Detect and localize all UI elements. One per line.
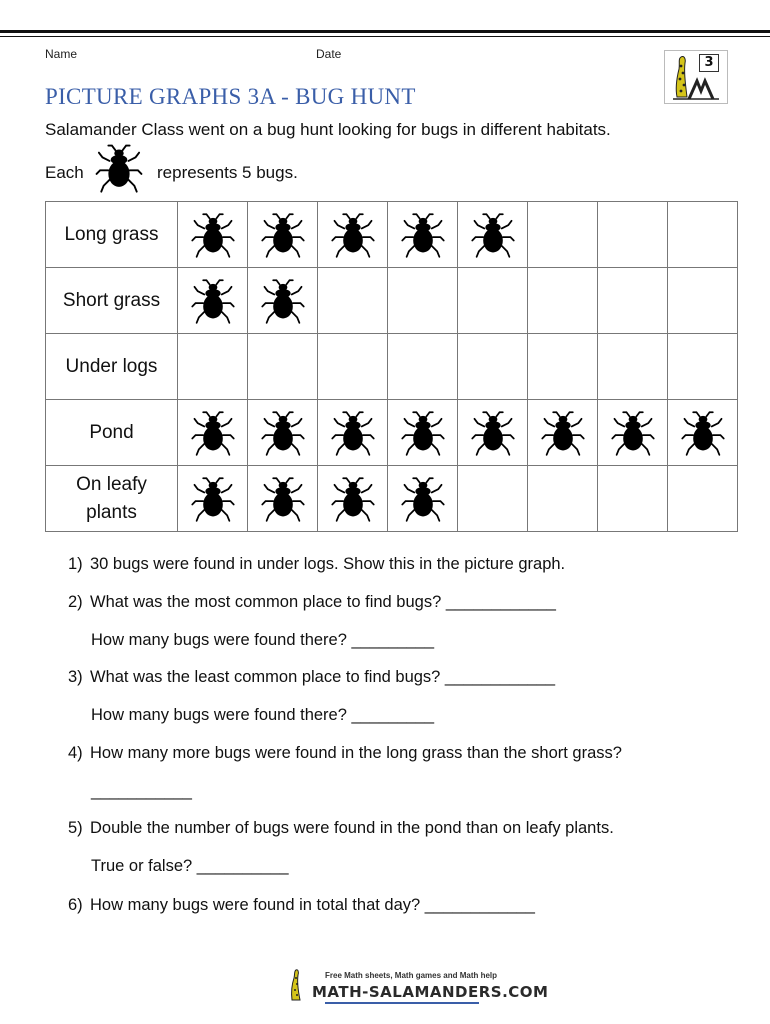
beetle-icon <box>400 211 446 259</box>
beetle-icon <box>260 475 306 523</box>
graph-cell[interactable] <box>458 268 528 334</box>
graph-row-label: Short grass <box>46 268 178 334</box>
date-label: Date <box>316 47 342 61</box>
graph-cell[interactable] <box>668 400 738 466</box>
key-represents-label: represents 5 bugs. <box>157 163 298 182</box>
graph-cell[interactable] <box>668 334 738 400</box>
question-2-followup: How many bugs were found there? _________ <box>91 631 435 649</box>
graph-cell[interactable] <box>458 202 528 268</box>
graph-cell[interactable] <box>178 268 248 334</box>
question-4-answer-line: ___________ <box>91 782 192 800</box>
graph-cell[interactable] <box>248 400 318 466</box>
beetle-icon <box>680 409 726 457</box>
graph-cell[interactable] <box>668 466 738 532</box>
header-rule <box>0 30 770 33</box>
graph-cell[interactable] <box>388 466 458 532</box>
graph-cell[interactable] <box>318 466 388 532</box>
graph-row <box>46 202 738 268</box>
graph-row-label: Long grass <box>46 202 178 268</box>
beetle-icon <box>330 211 376 259</box>
key-each-label: Each <box>45 163 84 182</box>
graph-cell[interactable] <box>248 466 318 532</box>
graph-cell[interactable] <box>598 400 668 466</box>
beetle-icon <box>610 409 656 457</box>
graph-cell[interactable] <box>668 268 738 334</box>
graph-row <box>46 466 738 532</box>
beetle-icon <box>190 211 236 259</box>
graph-cell[interactable] <box>388 400 458 466</box>
graph-cell[interactable] <box>248 268 318 334</box>
graph-cell[interactable] <box>178 334 248 400</box>
name-label: Name <box>45 47 78 61</box>
graph-cell[interactable] <box>668 202 738 268</box>
graph-cell[interactable] <box>178 466 248 532</box>
question-3-followup: How many bugs were found there? _________ <box>91 706 435 724</box>
beetle-icon <box>400 475 446 523</box>
beetle-icon <box>470 211 516 259</box>
graph-cell[interactable] <box>318 334 388 400</box>
graph-cell[interactable] <box>528 466 598 532</box>
graph-row <box>46 334 738 400</box>
graph-row-label: On leafy plants <box>46 466 178 532</box>
beetle-icon <box>190 475 236 523</box>
question-5-followup: True or false? __________ <box>91 857 289 875</box>
beetle-icon <box>260 211 306 259</box>
beetle-icon <box>260 277 306 325</box>
graph-cell[interactable] <box>528 334 598 400</box>
beetle-icon <box>95 142 143 194</box>
graph-row <box>46 400 738 466</box>
salamander-logo <box>664 50 728 104</box>
beetle-icon <box>470 409 516 457</box>
page-title: PICTURE GRAPHS 3A - BUG HUNT <box>45 84 416 109</box>
beetle-icon <box>260 409 306 457</box>
graph-cell[interactable] <box>528 400 598 466</box>
beetle-icon <box>190 409 236 457</box>
graph-cell[interactable] <box>598 202 668 268</box>
graph-cell[interactable] <box>598 334 668 400</box>
graph-cell[interactable] <box>318 202 388 268</box>
graph-cell[interactable] <box>598 268 668 334</box>
graph-cell[interactable] <box>458 466 528 532</box>
graph-cell[interactable] <box>528 202 598 268</box>
graph-cell[interactable] <box>248 202 318 268</box>
intro-text: Salamander Class went on a bug hunt looking for bugs in different habitats. <box>45 120 611 139</box>
footer-underline <box>325 1002 479 1004</box>
grade-badge: 3 <box>699 54 719 72</box>
graph-row-label: Under logs <box>46 334 178 400</box>
graph-cell[interactable] <box>458 334 528 400</box>
graph-cell[interactable] <box>318 400 388 466</box>
graph-cell[interactable] <box>458 400 528 466</box>
graph-cell[interactable] <box>178 202 248 268</box>
graph-cell[interactable] <box>318 268 388 334</box>
beetle-icon <box>190 277 236 325</box>
picture-graph <box>45 201 738 532</box>
footer-salamander-icon <box>286 968 310 1002</box>
graph-cell[interactable] <box>388 268 458 334</box>
beetle-icon <box>330 409 376 457</box>
graph-row-label: Pond <box>46 400 178 466</box>
graph-row <box>46 268 738 334</box>
graph-cell[interactable] <box>598 466 668 532</box>
header-rule-thin <box>0 36 770 37</box>
beetle-icon <box>540 409 586 457</box>
footer-tagline: Free Math sheets, Math games and Math help <box>325 971 498 980</box>
graph-cell[interactable] <box>178 400 248 466</box>
graph-cell[interactable] <box>388 202 458 268</box>
beetle-icon <box>400 409 446 457</box>
beetle-icon <box>330 475 376 523</box>
footer-site-name: MATH-SALAMANDERS.COM <box>312 983 549 1001</box>
graph-cell[interactable] <box>388 334 458 400</box>
graph-cell[interactable] <box>528 268 598 334</box>
graph-cell[interactable] <box>248 334 318 400</box>
